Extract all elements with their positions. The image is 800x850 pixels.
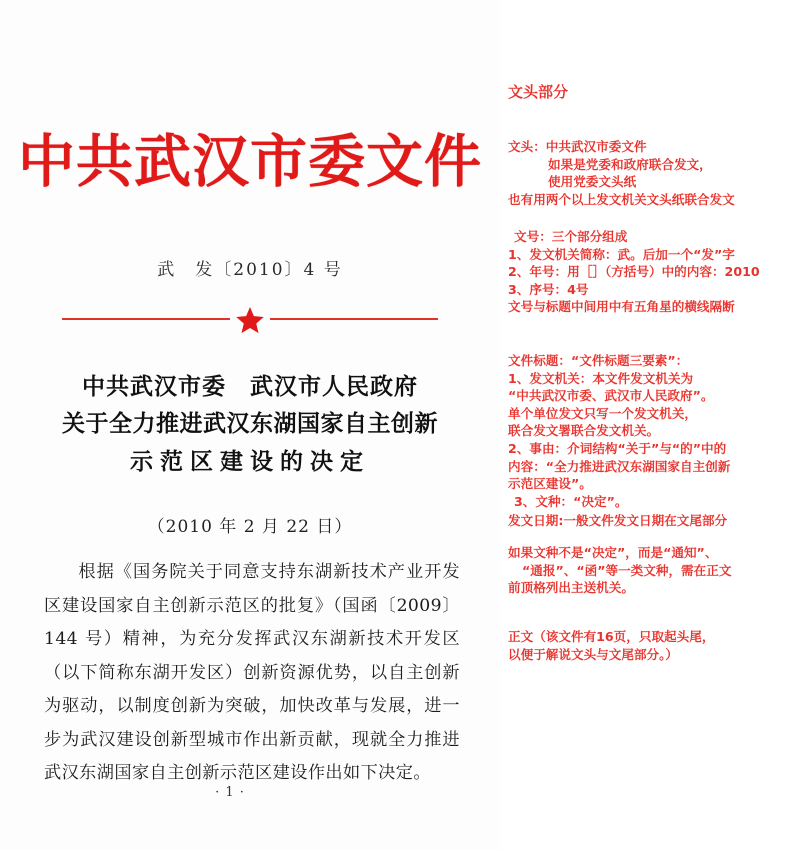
star-divider-rule	[62, 305, 438, 333]
annotation-line: 以便于解说文头与文尾部分。）	[508, 646, 679, 662]
page-number: · 1 ·	[215, 785, 245, 800]
annotation-line: 1、发文机关简称：武。后加一个“发”字	[508, 246, 735, 262]
annotation-line: 单个单位发文只写一个发文机关，	[508, 405, 697, 421]
annotation-line: 1、发文机关：本文件发文机关为	[508, 370, 694, 386]
annotation-line: “通报”、“函”等一类文种，需在正文	[522, 562, 732, 578]
divider-line-left	[62, 318, 230, 320]
annotation-line: 文号与标题中间用中有五角星的横线隔断	[508, 299, 735, 315]
annotation-line: 文号：三个部分组成	[514, 229, 628, 244]
annotation-panel	[500, 0, 800, 850]
annotation-heading: 文头部分	[508, 83, 569, 101]
annotation-line: 文头：中共武汉市委文件	[508, 139, 647, 154]
annotation-line: 发文日期:一般文件发文日期在文尾部分	[508, 513, 728, 528]
annotation-date-block	[508, 512, 800, 530]
annotation-line: 如果文种不是“决定”，而是“通知”、	[508, 545, 718, 560]
annotation-title-block	[508, 352, 800, 510]
five-pointed-star-icon	[235, 305, 265, 335]
annotation-line: 2、年号：用［］（方括号）中的内容：2010	[508, 264, 760, 280]
document-title	[40, 368, 460, 480]
annotation-line: 2、事由：介词结构“关于”与“的”中的	[508, 440, 727, 456]
annotation-line: “中共武汉市委、武汉市人民政府”。	[508, 388, 714, 404]
annotation-doctype-block	[508, 544, 800, 597]
divider-line-right	[270, 318, 438, 320]
annotation-letterhead-block	[508, 138, 800, 208]
annotation-heading-block	[508, 82, 800, 102]
annotation-line: 前顶格列出主送机关。	[508, 580, 634, 596]
annotation-line: 也有用两个以上发文机关文头纸联合发文	[508, 191, 735, 207]
annotation-line: 3、序号：4号	[508, 281, 589, 297]
annotation-line: 联合发文署联合发文机关。	[508, 423, 660, 439]
document-date: （2010 年 2 月 22 日）	[147, 517, 353, 537]
annotation-line: 文件标题：“文件标题三要素”：	[508, 353, 689, 368]
annotation-line: 如果是党委和政府联合发文，	[548, 156, 712, 172]
annotation-line: 使用党委文头纸	[548, 174, 637, 190]
document-title-line-1: 中共武汉市委 武汉市人民政府	[82, 373, 418, 400]
document-letterhead-title: 中共武汉市委文件	[18, 128, 482, 195]
annotation-line: 内容：“全力推进武汉东湖国家自主创新	[508, 458, 731, 474]
body-paragraph: 根据《国务院关于同意支持东湖新技术产业开发区建设国家自主创新示范区的批复》（国函〔2009〕144 号）精神，为充分发挥武汉东湖新技术开发区（以下简称东湖开发区）创新资源优势，以自主创新为驱动，以制度创新为突破，加快改革与发展，进一步为武汉建设创新型城市作出新贡献，现就全力推进武汉东湖国家自主创新示范区建设作出如下决定。	[44, 562, 460, 783]
annotation-bodytext-block	[508, 628, 800, 663]
document-body	[44, 556, 460, 791]
annotation-docnumber-block	[508, 228, 800, 316]
annotation-line: 示范区建设”。	[508, 476, 592, 492]
annotation-line: 3、文种：“决定”。	[514, 493, 628, 509]
document-title-line-2: 关于全力推进武汉东湖国家自主创新	[62, 410, 438, 438]
document-number: 武 发〔2010〕4 号	[157, 260, 343, 280]
document-title-line-3: 示范区建设的决定	[130, 447, 370, 475]
annotation-line: 正文（该文件有16页，只取起头尾，	[508, 629, 715, 644]
